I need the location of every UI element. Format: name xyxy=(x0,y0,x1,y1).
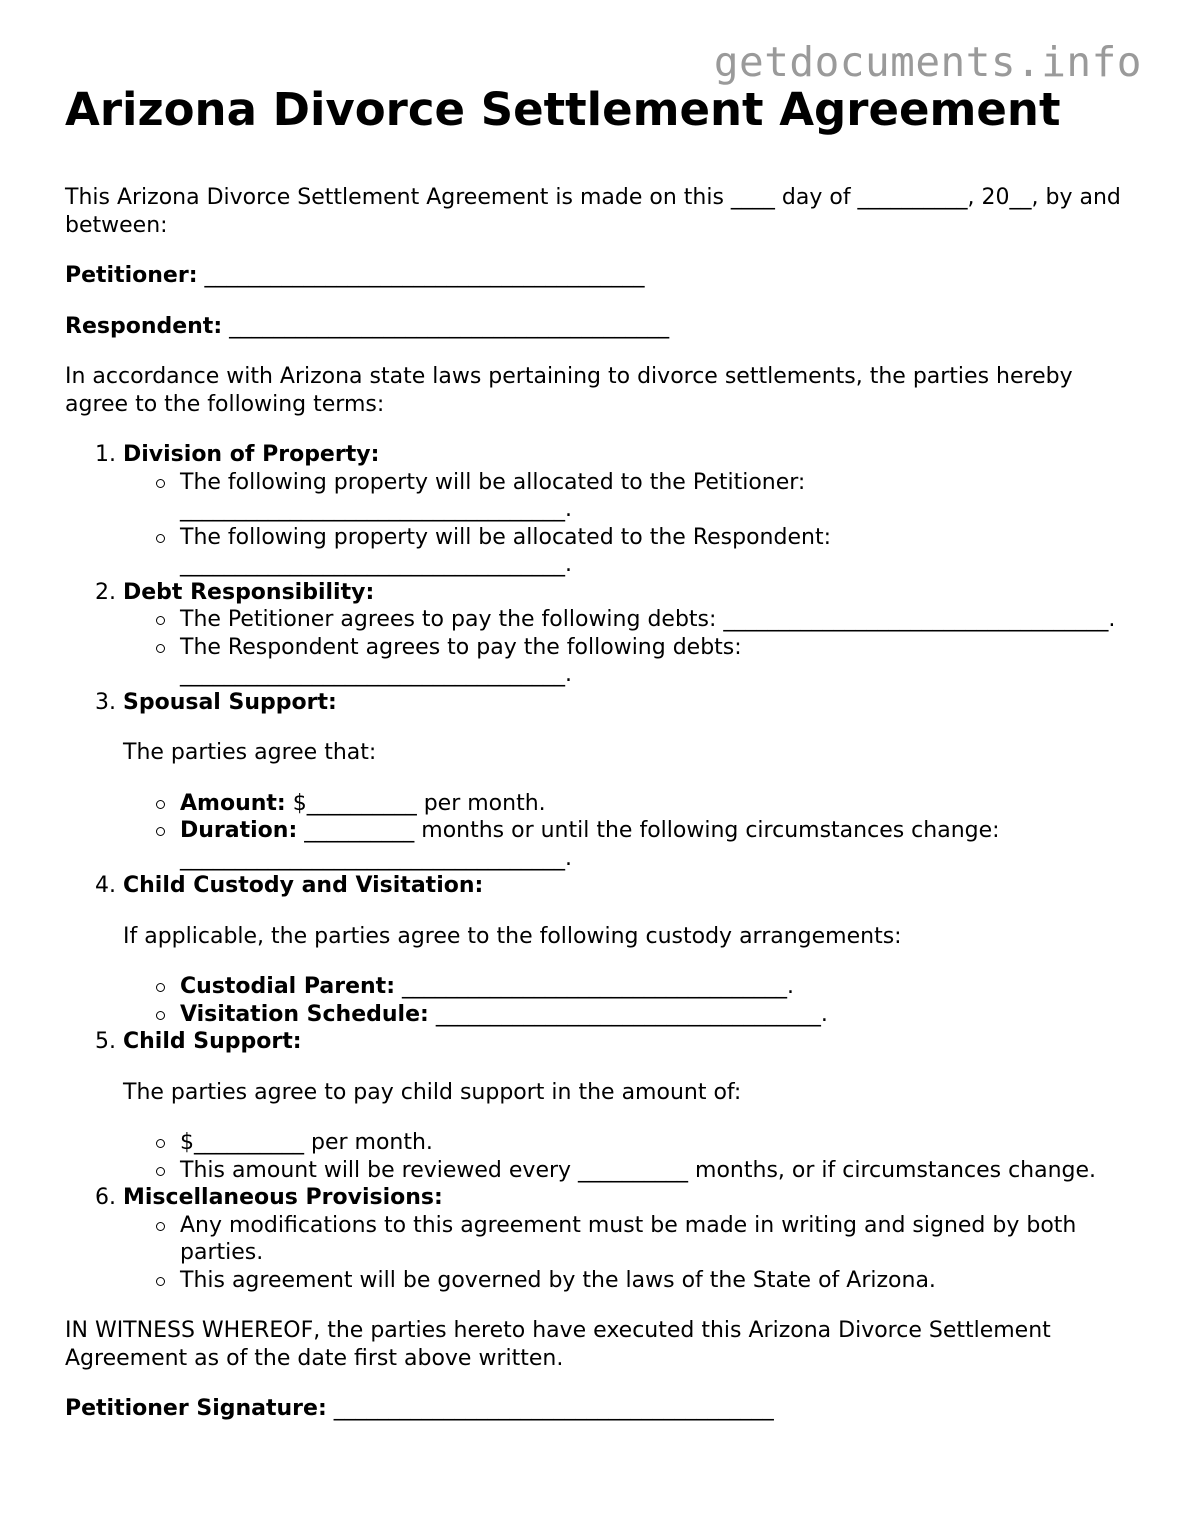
section-intro: The parties agree that: xyxy=(123,740,377,765)
list-item: The Petitioner agrees to pay the following debts: ___________________________________. xyxy=(180,606,1135,634)
section-child-custody xyxy=(123,872,1135,1028)
item-label: Custodial Parent: xyxy=(180,974,395,999)
section-debt-responsibility xyxy=(123,579,1135,689)
list-item: $__________ per month. xyxy=(180,1129,1135,1157)
respondent-label: Respondent: xyxy=(65,313,223,339)
list-item: The Respondent agrees to pay the following debts: ___________________________________. xyxy=(180,634,1135,689)
item-text: ___________________________________. xyxy=(435,1001,828,1027)
document-page xyxy=(65,80,1135,1446)
section-heading: Spousal Support: xyxy=(123,689,337,715)
respondent-blank[interactable]: ________________________________________ xyxy=(229,313,670,339)
section-miscellaneous xyxy=(123,1184,1135,1294)
section-heading: Division of Property: xyxy=(123,442,380,467)
list-item xyxy=(180,817,1135,872)
list-item: This agreement will be governed by the laws of the State of Arizona. xyxy=(180,1267,1135,1295)
petitioner-signature-line xyxy=(65,1395,1135,1423)
section-heading: Child Custody and Visitation: xyxy=(123,873,484,898)
document-title: Arizona Divorce Settlement Agreement xyxy=(65,83,1061,136)
list-item: The following property will be allocated to the Respondent: ___________________________________. xyxy=(180,524,1135,579)
preamble-paragraph: In accordance with Arizona state laws pertaining to divorce settlements, the parties hereby agree to the following terms: xyxy=(65,364,1073,417)
sub-list xyxy=(123,973,1135,1028)
sub-list xyxy=(123,469,1135,579)
section-spousal-support xyxy=(123,689,1135,873)
petitioner-signature-label: Petitioner Signature: xyxy=(65,1396,327,1421)
item-label: Visitation Schedule: xyxy=(180,1001,429,1027)
section-intro: The parties agree to pay child support in the amount of: xyxy=(123,1079,742,1105)
section-heading: Miscellaneous Provisions: xyxy=(123,1185,443,1210)
intro-paragraph: This Arizona Divorce Settlement Agreement is made on this ____ day of __________, 20__, by and between: xyxy=(65,185,1121,238)
section-heading: Child Support: xyxy=(123,1029,302,1054)
sub-list xyxy=(123,1129,1135,1184)
section-intro: If applicable, the parties agree to the following custody arrangements: xyxy=(123,923,902,949)
sub-list xyxy=(123,606,1135,689)
sub-list xyxy=(123,790,1135,873)
item-text: $__________ per month. xyxy=(292,790,546,816)
petitioner-label: Petitioner: xyxy=(65,263,198,288)
item-label: Duration: xyxy=(180,818,298,843)
list-item xyxy=(180,973,1135,1001)
section-division-of-property xyxy=(123,441,1135,579)
petitioner-line xyxy=(65,262,1135,290)
list-item: The following property will be allocated to the Petitioner: ___________________________________. xyxy=(180,469,1135,524)
watermark: getdocuments.info xyxy=(713,38,1142,86)
terms-list xyxy=(65,441,1135,1294)
list-item xyxy=(180,790,1135,818)
witness-paragraph: IN WITNESS WHEREOF, the parties hereto have executed this Arizona Divorce Settlement Agreement as of the date first above written. xyxy=(65,1318,1051,1371)
item-label: Amount: xyxy=(180,790,286,816)
item-text: __________ months or until the following circumstances change: ___________________________________. xyxy=(180,818,1000,871)
petitioner-blank[interactable]: ________________________________________ xyxy=(204,263,645,288)
respondent-line xyxy=(65,313,1135,341)
section-heading: Debt Responsibility: xyxy=(123,579,375,605)
list-item: This amount will be reviewed every __________ months, or if circumstances change. xyxy=(180,1157,1135,1185)
section-child-support xyxy=(123,1028,1135,1184)
item-text: ___________________________________. xyxy=(402,974,794,999)
list-item: Any modifications to this agreement must be made in writing and signed by both parties. xyxy=(180,1212,1135,1267)
petitioner-signature-blank[interactable]: ________________________________________ xyxy=(333,1396,774,1421)
list-item xyxy=(180,1001,1135,1029)
sub-list xyxy=(123,1212,1135,1295)
